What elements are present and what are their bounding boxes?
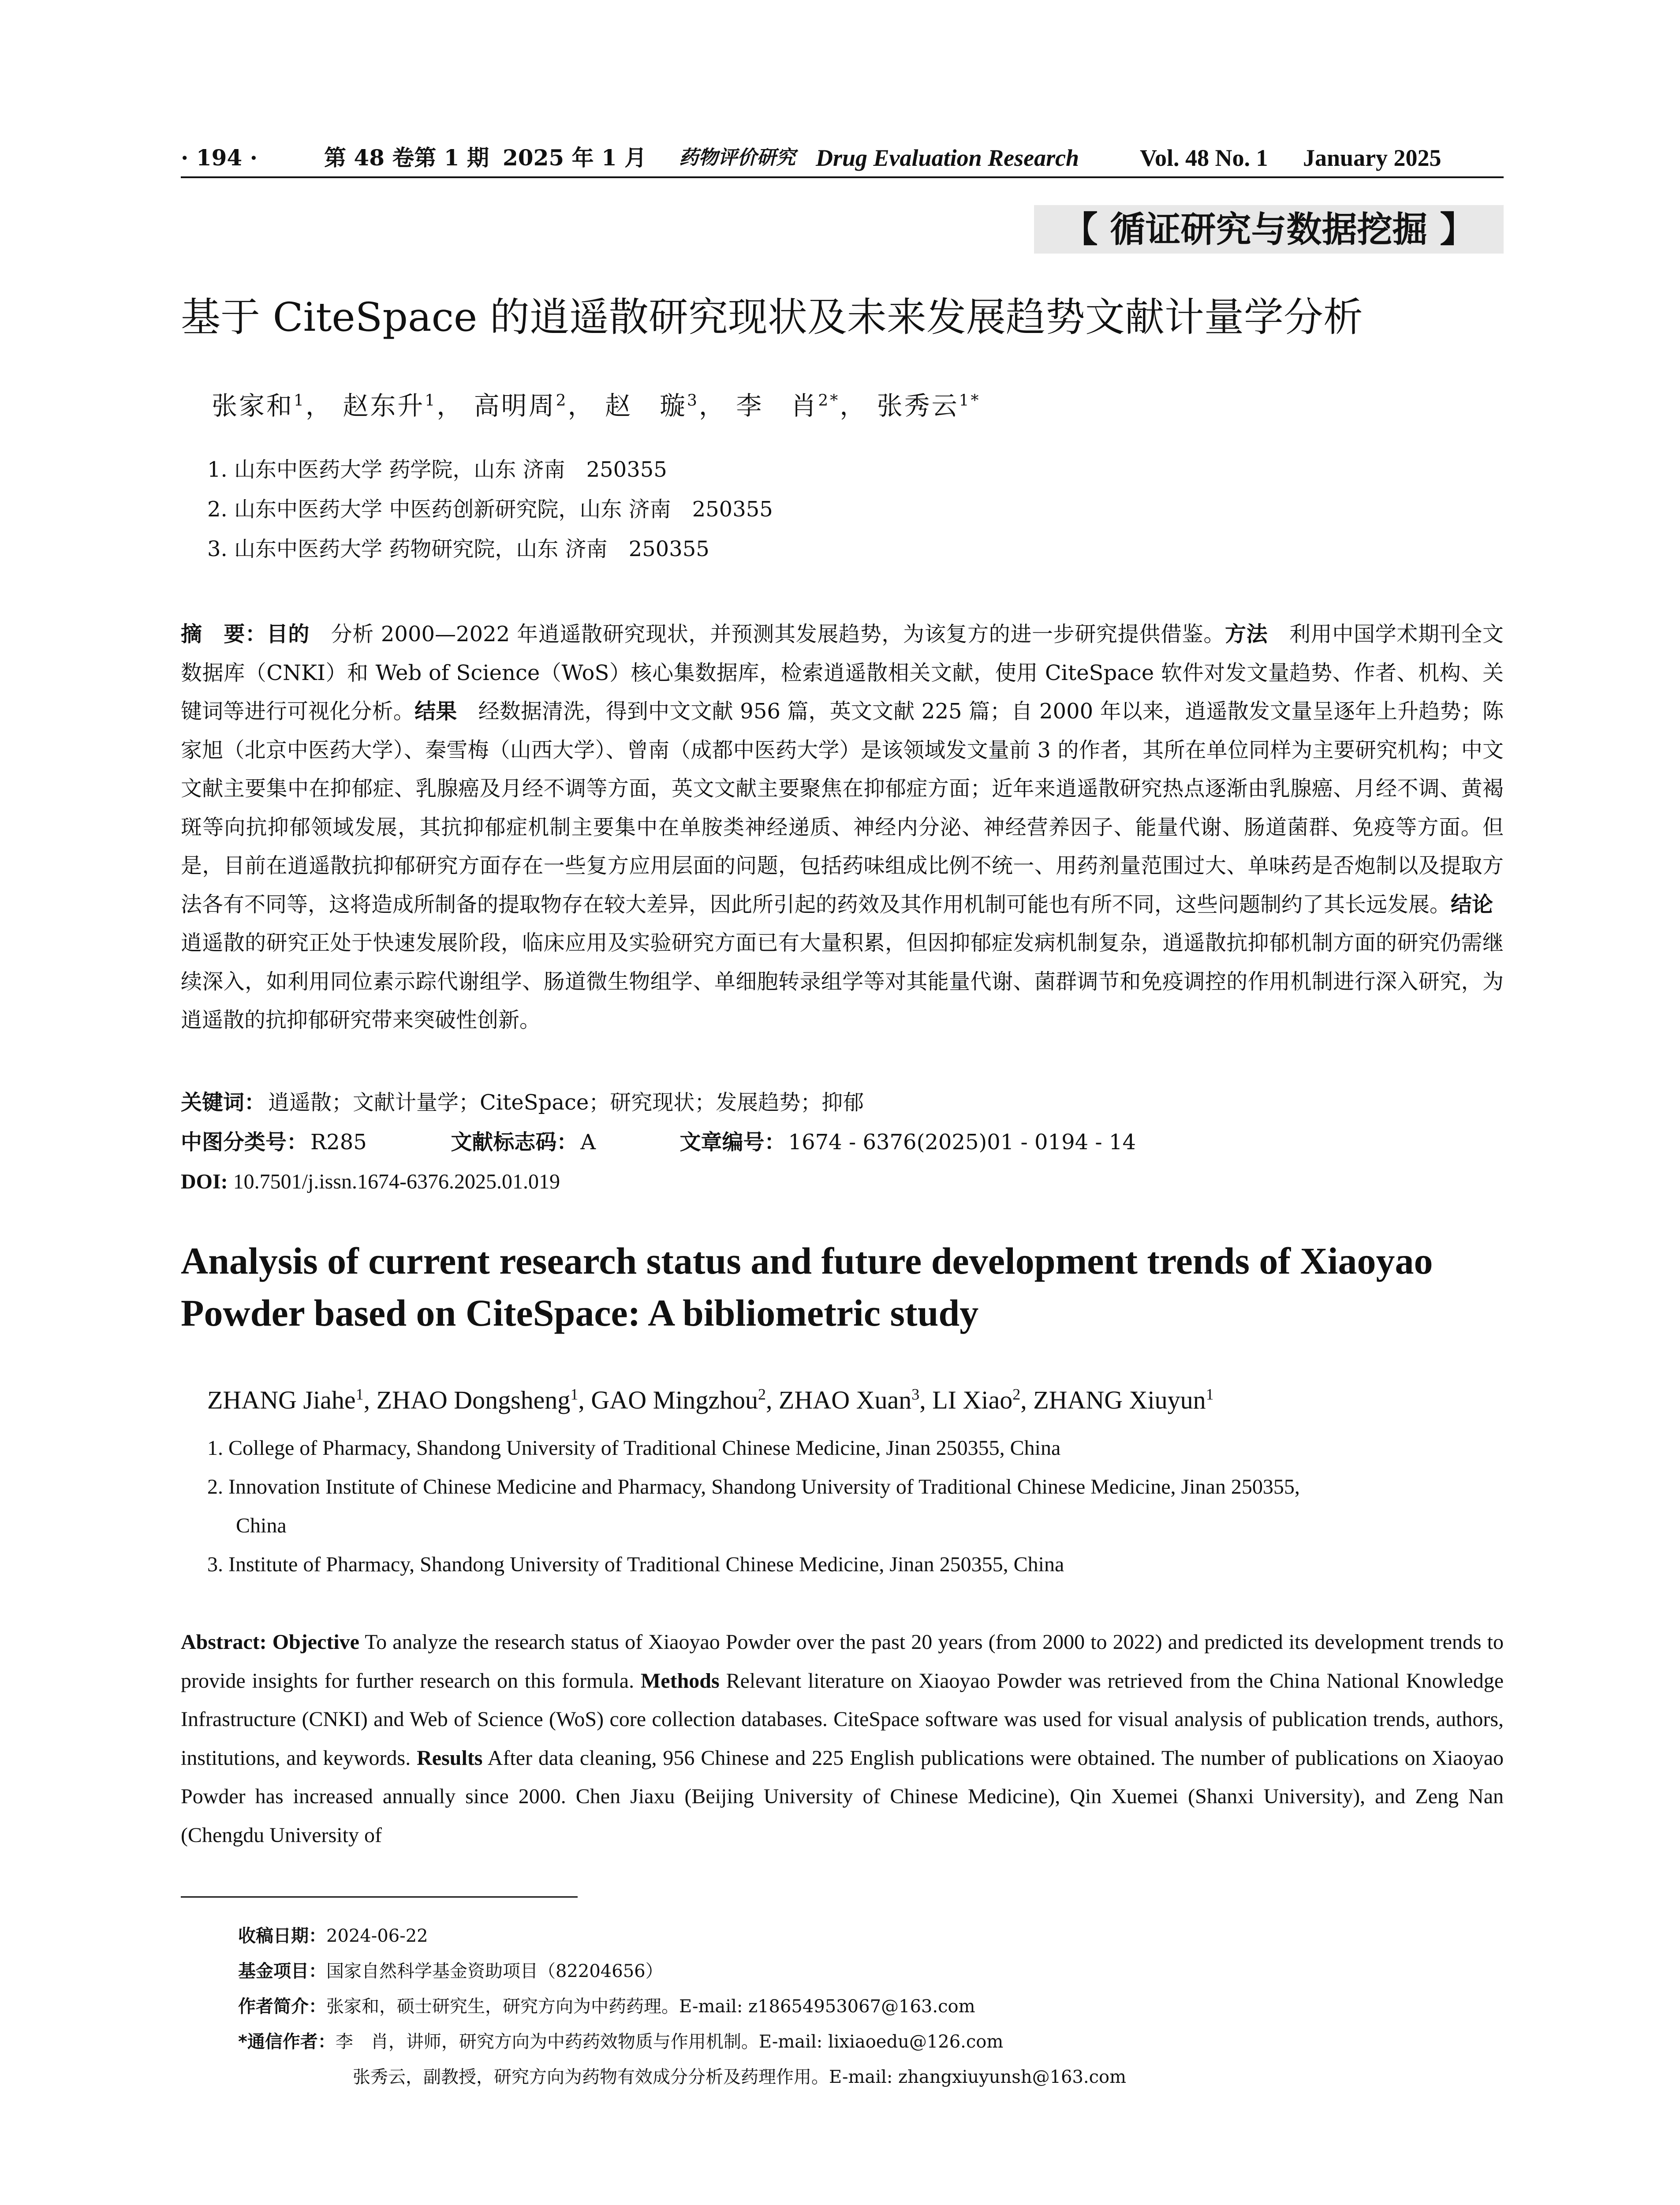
results-label: 结果: [414, 699, 457, 724]
author-en: ZHAO Dongsheng$^1$: [376, 1385, 579, 1414]
volume-cn: 第 48 卷第 1 期: [324, 145, 489, 171]
footnote-author: 作者简介：张家和，硕士研究生，研究方向为中药药理。E-mail: z18654953067@163.com: [238, 1996, 975, 2017]
keywords-value: 逍遥散；文献计量学；CiteSpace；研究现状；发展趋势；抑郁: [268, 1090, 864, 1115]
affiliation-en-2-cont: China: [236, 1514, 287, 1537]
affiliation-cn-2: 2. 山东中医药大学 中医药创新研究院，山东 济南 250355: [207, 497, 773, 522]
affiliation-cn-1: 1. 山东中医药大学 药学院，山东 济南 250355: [207, 457, 667, 482]
title-en: [181, 1235, 1504, 1339]
methods-label: 方法: [1225, 622, 1268, 647]
affiliation-en-2: 2. Innovation Institute of Chinese Medicine and Pharmacy, Shandong University of Traditional Chinese Medicine, Jinan 250355,: [207, 1475, 1300, 1499]
conclusion-text: 逍遥散的研究正处于快速发展阶段，临床应用及实验研究方面已有大量积累，但因抑郁症发病机制复杂，逍遥散抗抑郁机制方面的研究仍需继续深入，如利用同位素示踪代谢组学、肠道微生物组学、单细胞转录组学等对其能量代谢、菌群调节和免疫调控的作用机制进行深入研究，为逍遥散的抗抑郁研究带来突破性创新。: [181, 892, 1515, 1032]
abstract-cn: [181, 615, 1515, 1040]
affiliation-en-3: 3. Institute of Pharmacy, Shandong University of Traditional Chinese Medicine, Jinan 250355, China: [207, 1553, 1064, 1576]
results-text: 经数据清洗，得到中文文献 956 篇，英文文献 225 篇；自 2000 年以来，逍遥散发文量呈逐年上升趋势；陈家旭（北京中医药大学）、秦雪梅（山西大学）、曾南（成都中医药大学）是该领域发文量前 3 的作者，其所在单位同样为主要研究机构；中文文献主要集中在抑郁症、乳腺癌及月经不调等方面，英文文献主要聚焦在抑郁症方面；近年来逍遥散研究热点逐渐由乳腺癌、月经不调、黄褐斑等向抗抑郁领域发展，其抗抑郁症机制主要集中在单胺类神经递质、神经内分泌、神经营养因子、能量代谢、肠道菌群、免疫等方面。但是，目前在逍遥散抗抑郁研究方面存在一些复方应用层面的问题，包括药味组成比例不统一、用药剂量范围过大、单味药是否炮制以及提取方法各有不同等，这将造成所制备的提取物存在较大差异，因此所引起的药效及其作用机制可能也有所不同，这些问题制约了其长远发展。: [181, 699, 1504, 917]
abstract-en: [181, 1623, 1504, 1854]
author-en: LI Xiao$^2$: [932, 1385, 1021, 1414]
footnote-corresponding: *通信作者：李 肖，讲师，研究方向为中药药效物质与作用机制。E-mail: lixiaoedu@126.com: [238, 2032, 1004, 2052]
doc-code-label: 文献标志码：: [451, 1130, 578, 1155]
volume-en: Vol. 48 No. 1: [1140, 145, 1268, 171]
clc-label: 中图分类号：: [181, 1130, 308, 1155]
methods-en-text: Relevant literature on Xiaoyao Powder was retrieved from the China National Knowledge Infrastructure (CNKI) and Web of Science (WoS) core collection databases. CiteSpace software was used for visual analysis of publication trends, authors, institutions, and keywords.: [181, 1669, 1504, 1770]
affiliation-cn-3: 3. 山东中医药大学 药物研究院，山东 济南 250355: [207, 537, 709, 561]
author-en: GAO Mingzhou$^2$: [591, 1385, 766, 1414]
results-en-text: After data cleaning, 956 Chinese and 225 English publications were obtained. The number of publications on Xiaoyao Powder has increased annually since 2000. Chen Jiaxu (Beijing University of Chinese Medicine), Qin Xuemei (Shanxi University), and Zeng Nan (Chengdu University of: [181, 1746, 1504, 1847]
objective-en-text: To analyze the research status of Xiaoyao Powder over the past 20 years (from 2000 to 2022) and predicted its development trends to provide insights for further research on this formula.: [181, 1630, 1504, 1693]
author-cn: 张秀云$^{1*}$: [877, 391, 981, 421]
abstract-label: 摘 要：: [181, 622, 267, 647]
title-en-line: Analysis of current research status and future development trends of Xiaoyao: [181, 1240, 1433, 1282]
conclusion-label: 结论: [1451, 892, 1493, 917]
doi-label: DOI:: [181, 1170, 228, 1193]
footnote-rule: [181, 1896, 578, 1898]
author-en: ZHAO Xuan$^3$: [779, 1385, 920, 1414]
authors-en: ZHANG Jiahe$^1$, ZHAO Dongsheng$^1$, GAO Mingzhou$^2$, ZHAO Xuan$^3$, LI Xiao$^2$, ZHANG Xiuyun$^1$: [207, 1385, 1214, 1414]
doi-line: [181, 1166, 560, 1197]
author-cn: 赵 璇$^3$: [605, 391, 699, 421]
doc-code-value: A: [580, 1130, 596, 1155]
running-header: [181, 139, 1504, 179]
author-cn: 高明周$^2$: [474, 391, 568, 421]
section-banner: 【 循证研究与数据挖掘 】: [1034, 205, 1504, 254]
journal-name-en: Drug Evaluation Research: [816, 145, 1079, 171]
footnote-fund: 基金项目：国家自然科学基金资助项目（82204656）: [238, 1961, 663, 1981]
article-no-label: 文章编号：: [679, 1130, 786, 1155]
keywords-line: [181, 1087, 864, 1118]
article-no-value: 1674 - 6376(2025)01 - 0194 - 14: [788, 1130, 1136, 1155]
author-cn: 李 肖$^{2*}$: [736, 391, 840, 421]
header-rule: [181, 176, 1504, 178]
keywords-label: 关键词：: [181, 1090, 266, 1115]
date-cn: 2025 年 1 月: [503, 145, 647, 171]
title-en-line: Powder based on CiteSpace: A bibliometric study: [181, 1292, 979, 1334]
authors-cn: 张家和$^1$， 赵东升$^1$， 高明周$^2$， 赵 璇$^3$， 李 肖$^{2*}$， 张秀云$^{1*}$: [212, 391, 981, 421]
footnote-received: 收稿日期：2024-06-22: [238, 1926, 428, 1946]
author-cn: 张家和$^1$: [212, 391, 306, 421]
objective-label: 目的: [266, 622, 310, 647]
affiliation-en-1: 1. College of Pharmacy, Shandong University of Traditional Chinese Medicine, Jinan 250355, China: [207, 1436, 1061, 1460]
author-en: ZHANG Jiahe$^1$: [207, 1385, 364, 1414]
affiliations-en: [207, 1429, 1504, 1584]
abstract-en-label: Abstract: Objective: [181, 1630, 359, 1654]
journal-logo: 药物评价研究: [679, 146, 795, 169]
author-en: ZHANG Xiuyun$^1$: [1033, 1385, 1214, 1414]
classification-line: [181, 1127, 1136, 1158]
title-cn: 基于 CiteSpace 的逍遥散研究现状及未来发展趋势文献计量学分析: [181, 294, 1363, 340]
author-cn: 赵东升$^1$: [343, 391, 437, 421]
footnote-corresponding-2: 张秀云，副教授，研究方向为药物有效成分分析及药理作用。E-mail: zhangxiuyunsh@163.com: [353, 2067, 1127, 2087]
methods-text: 利用中国学术期刊全文数据库（CNKI）和 Web of Science（WoS）核心集数据库，检索逍遥散相关文献，使用 CiteSpace 软件对发文量趋势、作者、机构、关键词等进行可视化分析。: [181, 622, 1504, 724]
date-en: January 2025: [1303, 145, 1441, 171]
objective-text: 分析 2000—2022 年逍遥散研究现状，并预测其发展趋势，为该复方的进一步研究提供借鉴。: [309, 622, 1225, 647]
clc-value: R285: [310, 1130, 367, 1155]
results-en-label: Results: [417, 1746, 483, 1770]
methods-en-label: Methods: [640, 1669, 720, 1693]
page-number: · 194 ·: [181, 145, 258, 171]
doi-value[interactable]: 10.7501/j.issn.1674-6376.2025.01.019: [228, 1170, 560, 1193]
